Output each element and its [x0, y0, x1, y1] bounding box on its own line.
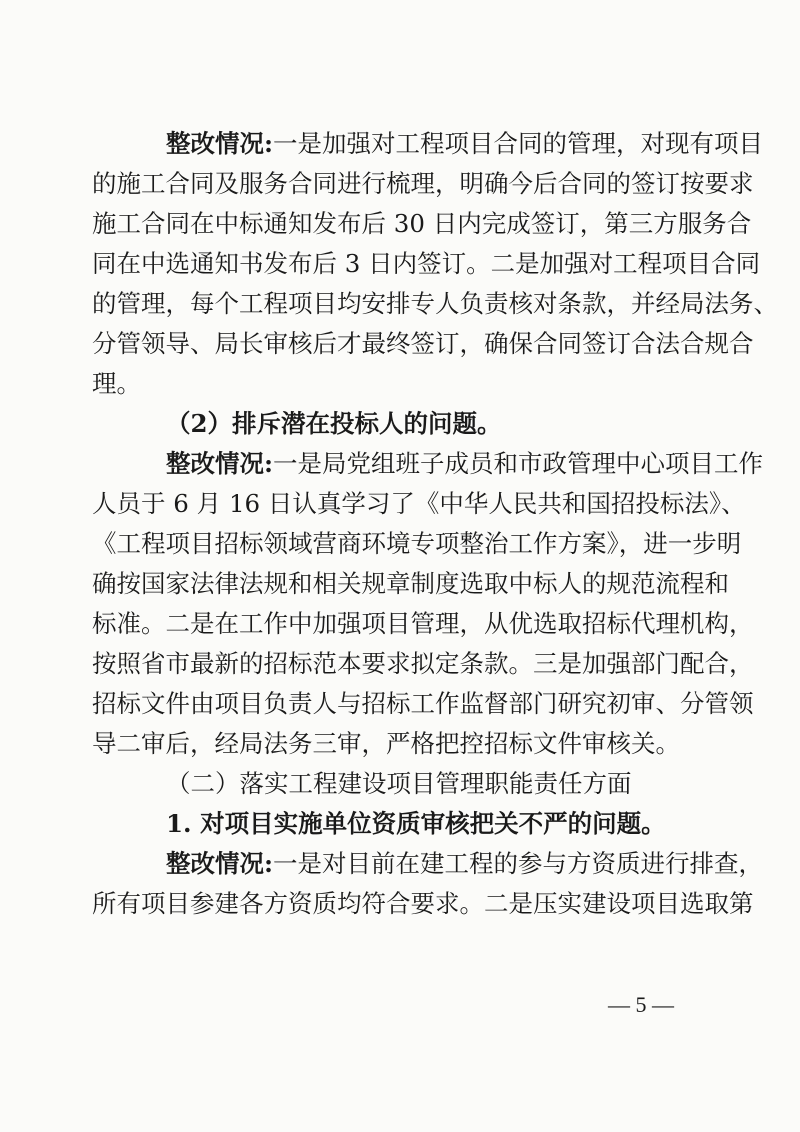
text-line: 导二审后，经局法务三审，严格把控招标文件审核关。 — [92, 729, 680, 758]
text-line: 整改情况:一是加强对工程项目合同的管理，对现有项目 — [166, 129, 764, 158]
text-line: 整改情况:一是对目前在建工程的参与方资质进行排查， — [166, 849, 764, 878]
section-heading: （二）落实工程建设项目管理职能责任方面 — [166, 769, 632, 798]
text-line: 整改情况:一是局党组班子成员和市政管理中心项目工作 — [166, 449, 764, 478]
text-line: 按照省市最新的招标范本要求拟定条款。三是加强部门配合， — [92, 649, 754, 678]
text-line: 理。 — [92, 369, 141, 398]
text-line: 《工程项目招标领域营商环境专项整治工作方案》，进一步明 — [92, 529, 742, 558]
text-line: 所有项目参建各方资质均符合要求。二是压实建设项目选取第 — [92, 889, 754, 918]
subsection-heading: 1. 对项目实施单位资质审核把关不严的问题。 — [166, 809, 666, 838]
text-line: 标准。二是在工作中加强项目管理，从优选取招标代理机构， — [92, 609, 754, 638]
section-heading: （2）排斥潜在投标人的问题。 — [166, 409, 502, 438]
body-text — [92, 124, 778, 924]
text-line: 招标文件由项目负责人与招标工作监督部门研究初审、分管领 — [92, 689, 754, 718]
text-line: 人员于 6 月 16 日认真学习了《中华人民共和国招投标法》、 — [92, 489, 746, 518]
text-line: 分管领导、局长审核后才最终签订，确保合同签订合法合规合 — [92, 329, 754, 358]
text-line: 同在中选通知书发布后 3 日内签订。二是加强对工程项目合同 — [92, 249, 761, 278]
text-line: 的施工合同及服务合同进行梳理，明确今后合同的签订按要求 — [92, 169, 754, 198]
paragraph-lead: 整改情况: — [166, 129, 274, 158]
paragraph-lead: 整改情况: — [166, 449, 274, 478]
text-line: 确按国家法律法规和相关规章制度选取中标人的规范流程和 — [92, 569, 729, 598]
page-number: — 5 — — [608, 992, 674, 1017]
text-line: 施工合同在中标通知发布后 30 日内完成签订，第三方服务合 — [92, 209, 752, 238]
paragraph-lead: 整改情况: — [166, 849, 274, 878]
text-line: 的管理，每个工程项目均安排专人负责核对条款，并经局法务、 — [92, 289, 778, 318]
